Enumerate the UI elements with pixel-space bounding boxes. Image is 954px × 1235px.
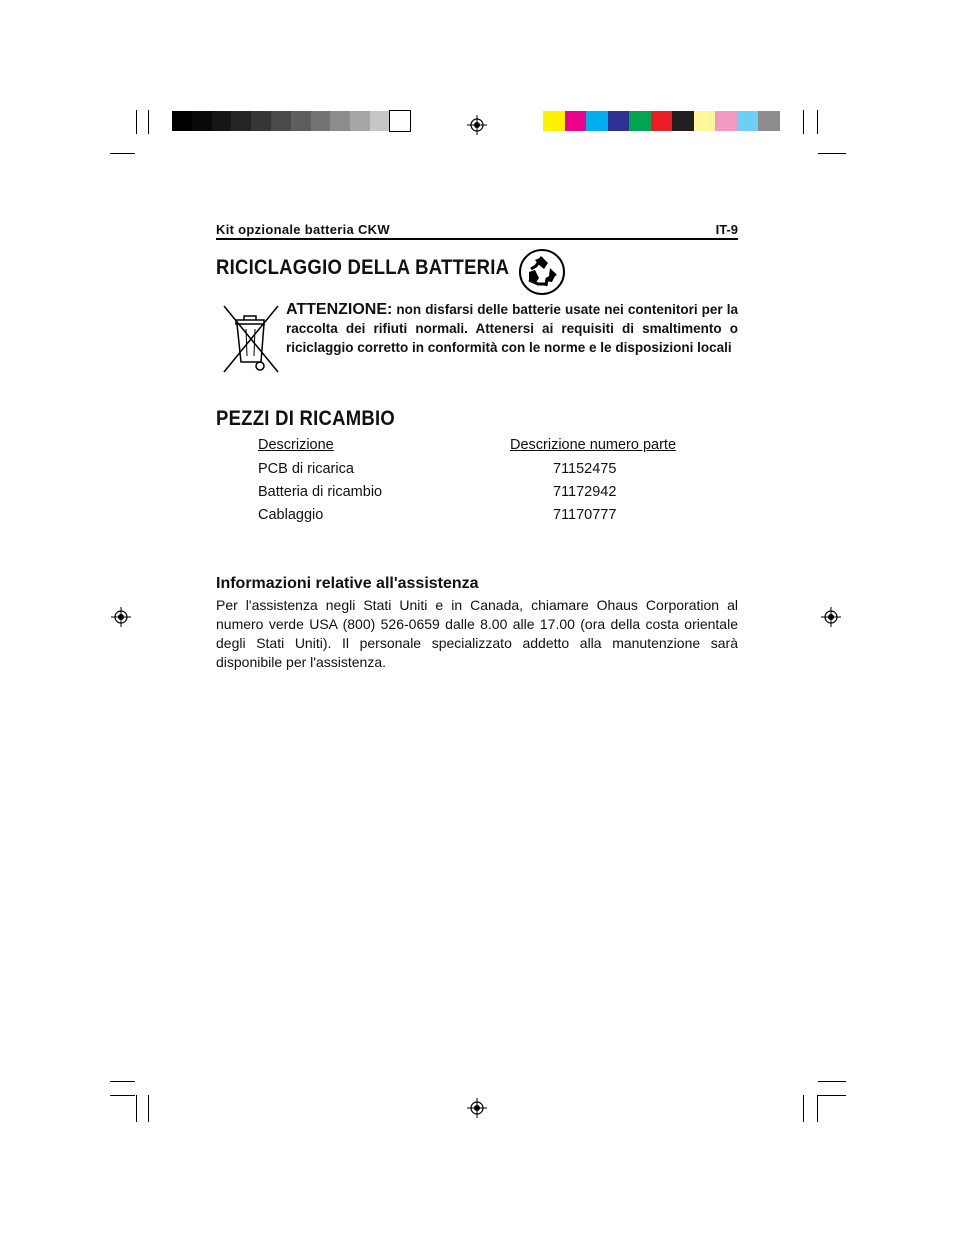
table-cell-description: Cablaggio [258, 507, 324, 523]
table-cell-description: Batteria di ricambio [258, 484, 383, 500]
page-number: IT-9 [715, 222, 738, 237]
table-cell-part-number: 71172942 [553, 484, 617, 500]
color-swatch [737, 111, 759, 131]
warning-text: non disfarsi delle batterie usate nei contenitori per la raccolta dei rifiuti normali. Attenersi ai requisiti di smaltimento o riciclaggio corretto in conformità con le norme e le disposizioni locali [286, 302, 738, 355]
registration-mark-icon [467, 1098, 487, 1118]
color-swatch [608, 111, 630, 131]
color-swatch [629, 111, 651, 131]
color-swatch [565, 111, 587, 131]
section-heading-spare-parts: PEZZI DI RICAMBIO [216, 407, 396, 430]
header-rule [216, 238, 738, 240]
gray-swatch [350, 111, 370, 131]
column-header-description: Descrizione [258, 437, 334, 453]
gray-swatch [192, 111, 212, 131]
battery-warning-notice [286, 300, 738, 357]
gray-swatch [271, 111, 291, 131]
gray-swatch [212, 111, 232, 131]
gray-swatch [231, 111, 251, 131]
section-heading-recycling: RICICLAGGIO DELLA BATTERIA [216, 256, 510, 279]
column-header-part-number: Descrizione numero parte [510, 437, 677, 453]
table-cell-part-number: 71152475 [553, 461, 617, 477]
service-info-heading: Informazioni relative all'assistenza [216, 575, 479, 592]
color-swatch [651, 111, 673, 131]
crossed-out-wheelie-bin-icon [222, 304, 280, 374]
color-swatch [715, 111, 737, 131]
color-swatch [586, 111, 608, 131]
color-swatch [758, 111, 780, 131]
color-swatch [543, 111, 565, 131]
color-swatch [694, 111, 716, 131]
running-header-title: Kit opzionale batteria CKW [216, 222, 390, 237]
warning-label: ATTENZIONE: [286, 301, 393, 318]
registration-mark-icon [111, 607, 131, 627]
gray-swatch [370, 111, 390, 131]
registration-mark-icon [821, 607, 841, 627]
gray-swatch [311, 111, 331, 131]
table-cell-description: PCB di ricarica [258, 461, 354, 477]
service-info-paragraph: Per l'assistenza negli Stati Uniti e in Canada, chiamare Ohaus Corporation al numero verde USA (800) 526-0659 dalle 8.00 alle 17.00 (ora della costa orientale degli Stati Uniti). Il personale specializzato addetto alla manutenzione sarà disponibile per l'assistenza. [216, 597, 738, 670]
recycle-icon [518, 248, 566, 296]
gray-swatch [251, 111, 271, 131]
gray-swatch [291, 111, 311, 131]
color-swatch [672, 111, 694, 131]
gray-swatch [330, 111, 350, 131]
registration-mark-icon [467, 115, 487, 135]
table-cell-part-number: 71170777 [553, 507, 617, 523]
gray-swatch [172, 111, 192, 131]
gray-swatch [390, 111, 410, 131]
